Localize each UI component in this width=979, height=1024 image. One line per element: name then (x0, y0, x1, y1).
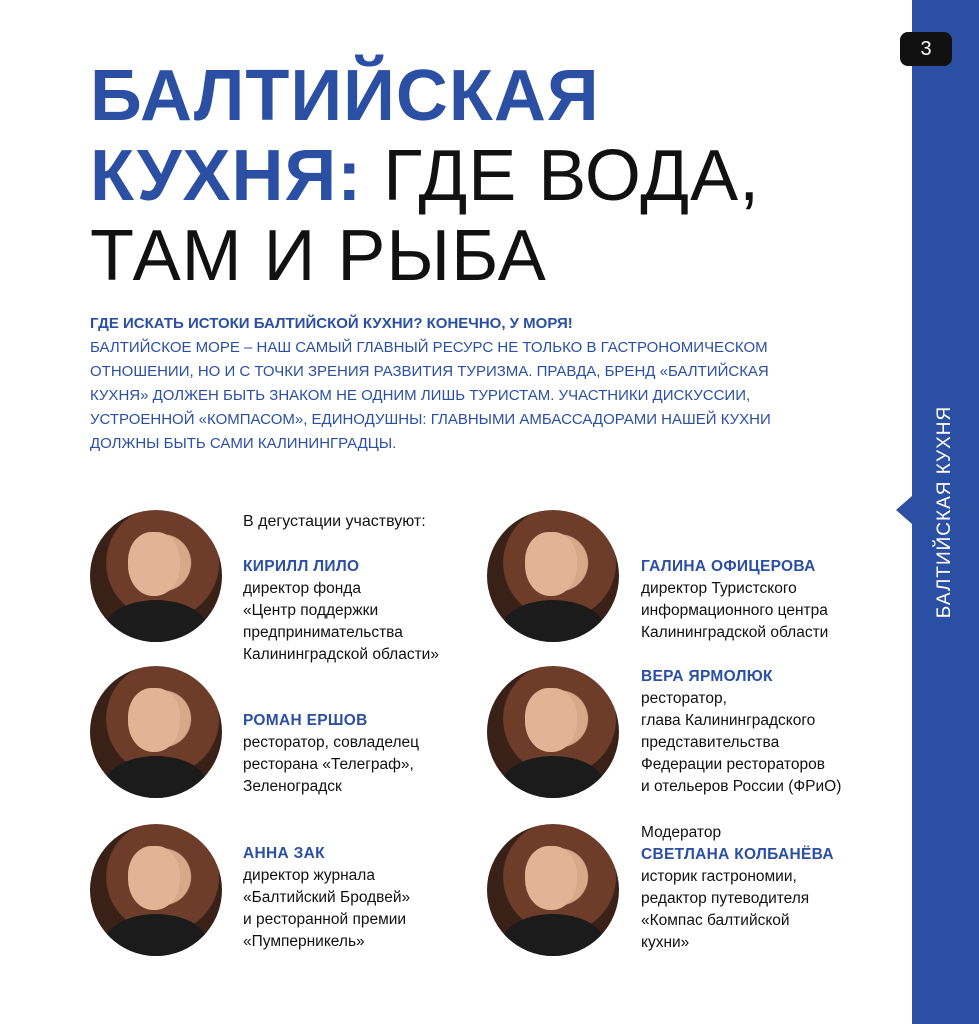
lead-text: БАЛТИЙСКОЕ МОРЕ – НАШ САМЫЙ ГЛАВНЫЙ РЕСУРС НЕ ТОЛЬКО В ГАСТРОНОМИЧЕСКОМ ОТНОШЕНИИ, НО И С ТОЧКИ ЗРЕНИЯ РАЗВИТИЯ ТУРИЗМА. ПРАВДА, БРЕНД «БАЛТИЙСКАЯ КУХНЯ» ДОЛЖЕН БЫТЬ ЗНАКОМ НЕ ОДНИМ ЛИШЬ ТУРИСТАМ. УЧАСТНИКИ ДИСКУССИИ, УСТРОЕННОЙ «КОМПАСОМ», ЕДИНОДУШНЫ: ГЛАВНЫМИ АМБАССАДОРАМИ НАШЕЙ КУХНИ ДОЛЖНЫ БЫТЬ САМИ КАЛИНИНГРАДЦЫ. (90, 339, 771, 452)
participant-role: ресторатор, глава Калининградского представительства Федерации рестораторов и отельеров России (ФРиО) (641, 690, 842, 795)
participant-role: директор журнала «Балтийский Бродвей» и ресторанной премии «Пумперникель» (243, 867, 411, 950)
participant-name: КИРИЛЛ ЛИЛО (243, 558, 360, 575)
participant-photo (487, 666, 619, 798)
section-label: БАЛТИЙСКАЯ КУХНЯ (934, 405, 955, 619)
participant-card (641, 666, 841, 798)
participant-name: ГАЛИНА ОФИЦЕРОВА (641, 558, 816, 575)
headline (90, 56, 760, 296)
participant-role: директор фонда «Центр поддержки предпринимательства Калининградской области» (243, 580, 439, 663)
lead-question: ГДЕ ИСКАТЬ ИСТОКИ БАЛТИЙСКОЙ КУХНИ? КОНЕЧНО, У МОРЯ! (90, 315, 573, 332)
participant-prefix: Модератор (641, 824, 722, 841)
participant-name: СВЕТЛАНА КОЛБАНЁВА (641, 846, 834, 863)
participant-name: РОМАН ЕРШОВ (243, 712, 368, 729)
headline-line2-dark: ГДЕ ВОДА, (362, 136, 761, 216)
participant-card (243, 843, 410, 953)
lead-paragraph (90, 312, 830, 456)
headline-line1: БАЛТИЙСКАЯ (90, 56, 600, 136)
page-number: 3 (900, 32, 952, 66)
participant-photo (90, 824, 222, 956)
participant-card (243, 710, 419, 798)
participant-photo (487, 510, 619, 642)
sidebar-notch (896, 496, 912, 524)
participant-photo (487, 824, 619, 956)
participant-name: ВЕРА ЯРМОЛЮК (641, 668, 773, 685)
participant-card (243, 556, 439, 666)
participant-photo (90, 510, 222, 642)
participant-photo (90, 666, 222, 798)
participant-card (641, 822, 834, 954)
headline-line2-blue: КУХНЯ: (90, 136, 363, 216)
participant-name: АННА ЗАК (243, 845, 325, 862)
participant-role: ресторатор, совладелец ресторана «Телеграф», Зеленоградск (243, 734, 419, 795)
headline-line3: ТАМ И РЫБА (90, 216, 547, 296)
participant-role: директор Туристского информационного центра Калининградской области (641, 580, 829, 641)
participant-card (641, 556, 828, 644)
participant-role: историк гастрономии, редактор путеводителя «Компас балтийской кухни» (641, 868, 810, 951)
participants-intro: В дегустации участвуют: (243, 513, 426, 530)
